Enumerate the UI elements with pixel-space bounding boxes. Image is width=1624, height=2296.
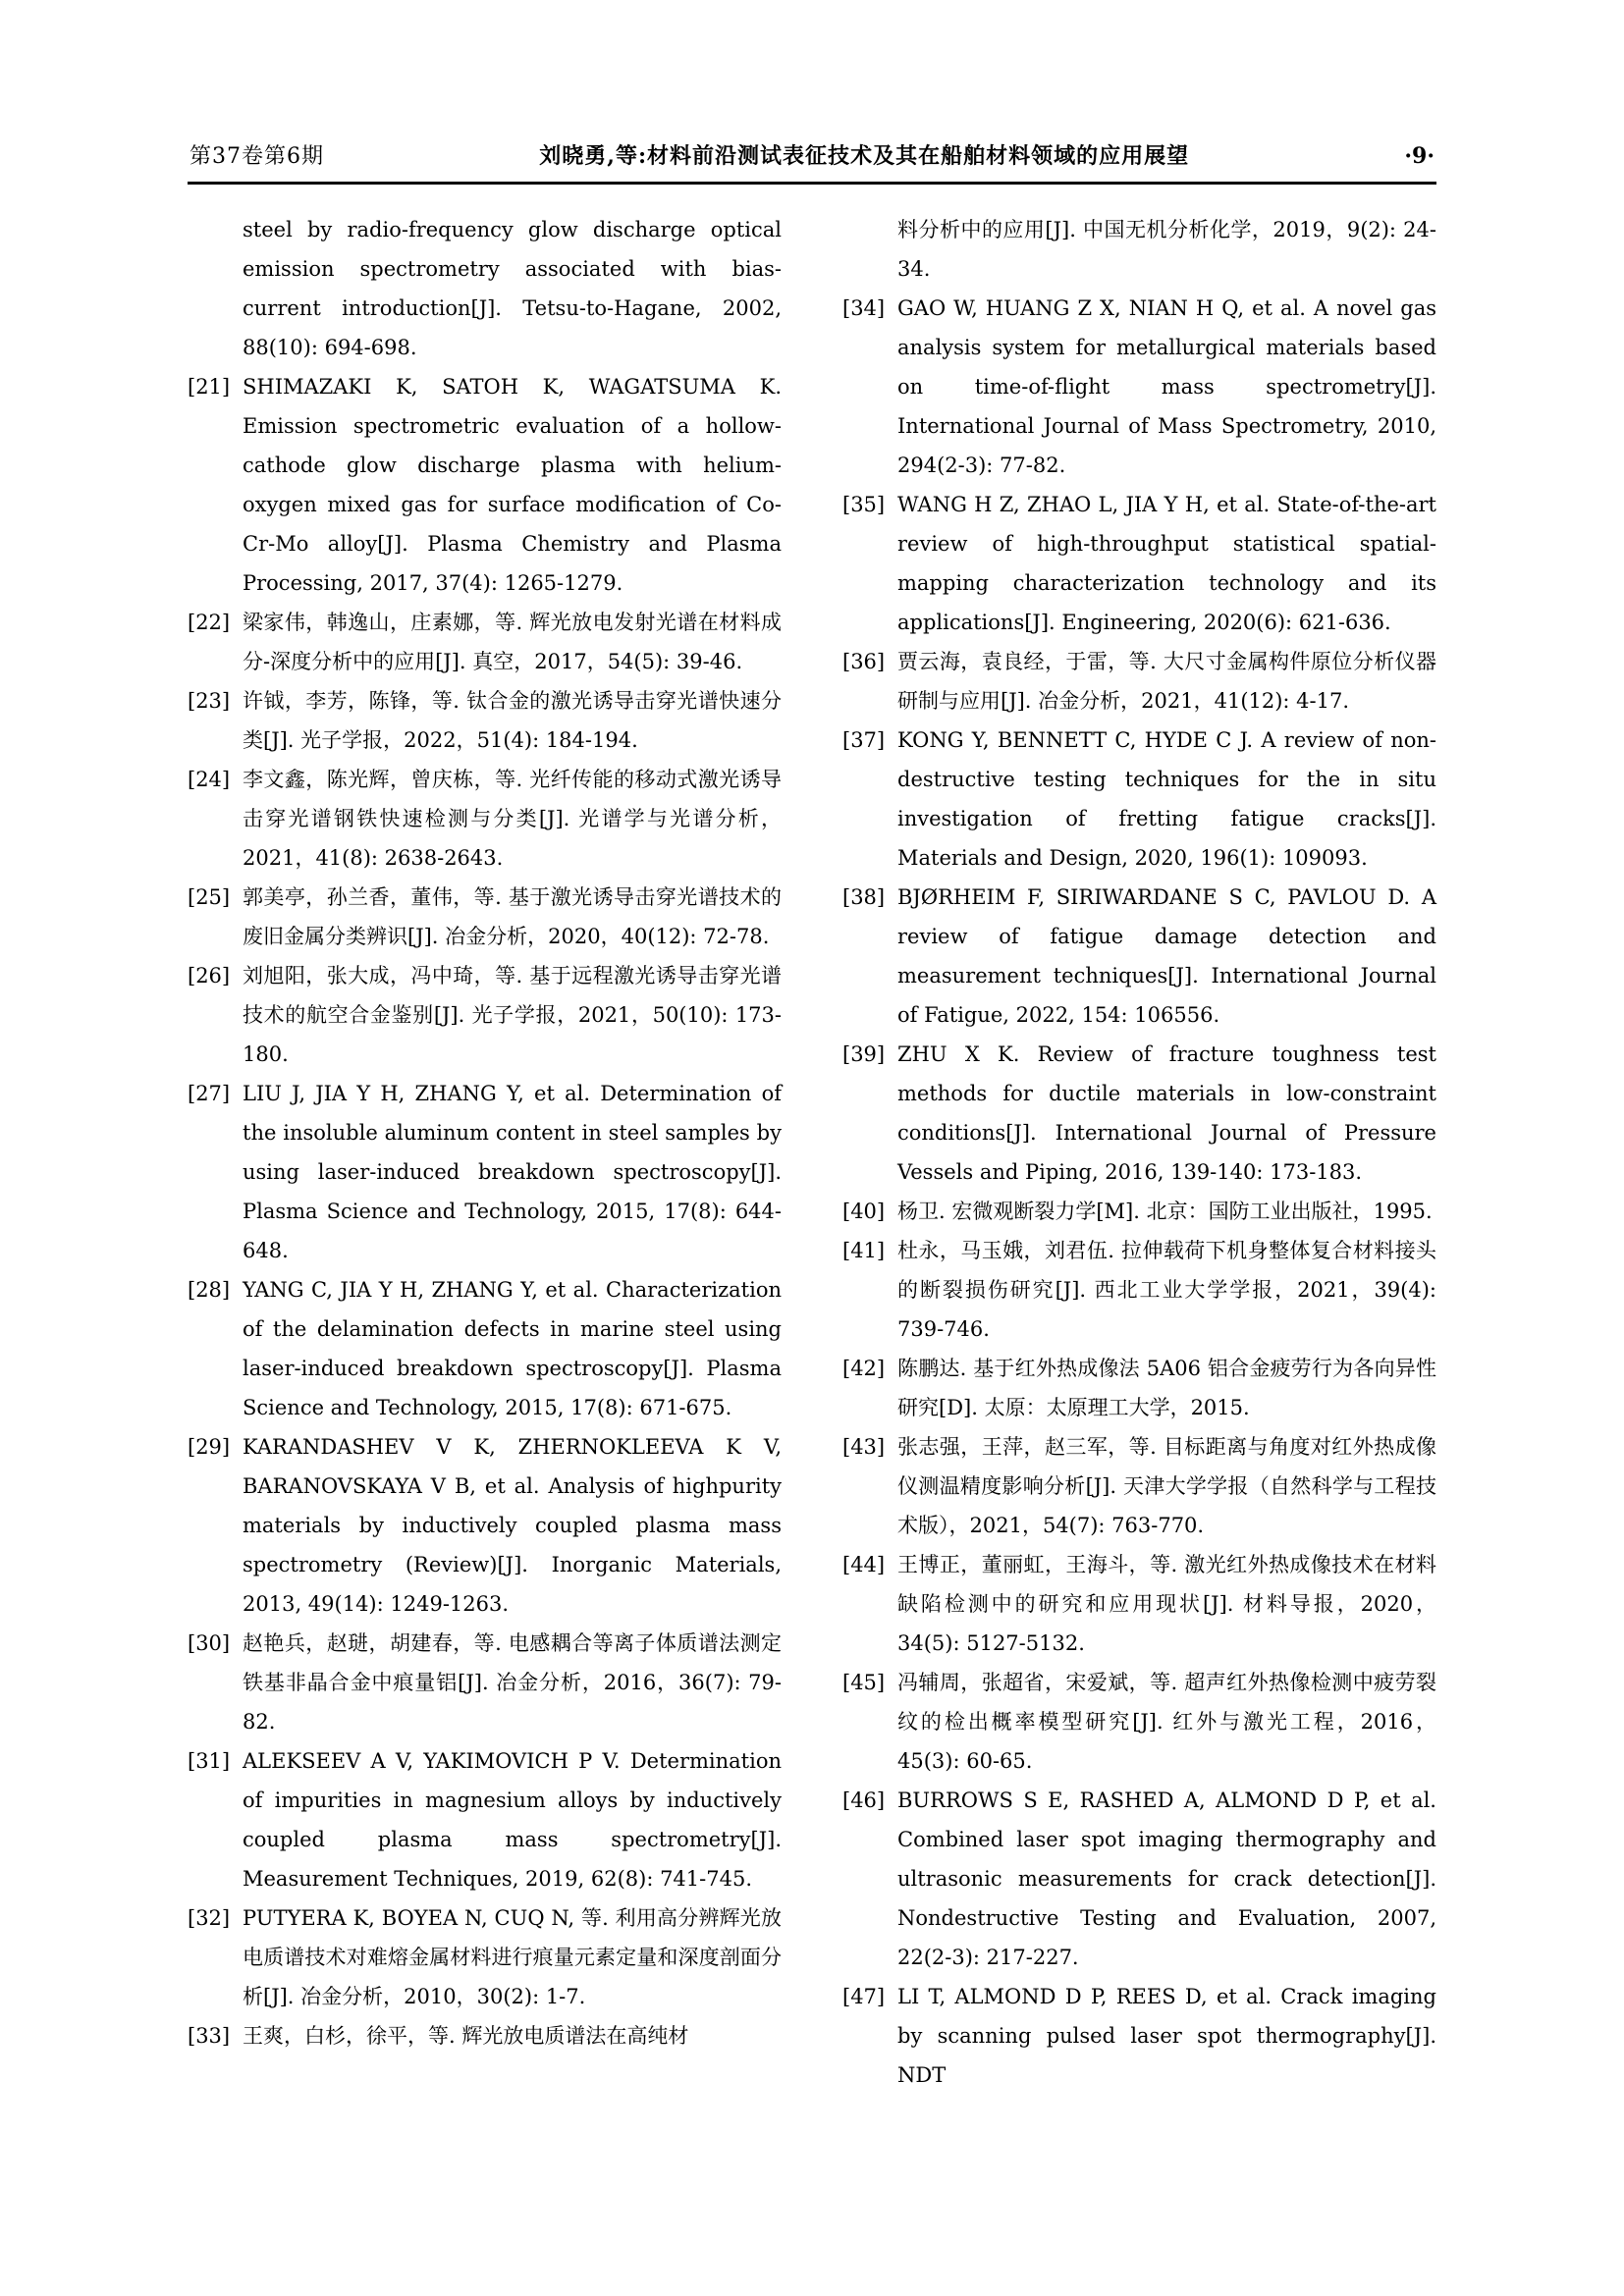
reference-text: 王爽，白杉，徐平，等. 辉光放电质谱法在高纯材 <box>243 2024 689 2048</box>
references-section <box>188 210 1436 2095</box>
reference-text: steel by radio-frequency glow discharge optical emission spectrometry associated with bias-current introduction[J]. Tetsu-to-Hagane, 2002, 88(10): 694-698. <box>243 218 782 359</box>
reference-entry <box>188 367 782 603</box>
reference-entry <box>842 1427 1436 1545</box>
reference-text: ZHU X K. Review of fracture toughness test methods for ductile materials in low-constraint conditions[J]. International Journal of Pressure Vessels and Piping, 2016, 139-140: 173-183. <box>897 1042 1436 1184</box>
reference-text: LIU J, JIA Y H, ZHANG Y, et al. Determination of the insoluble aluminum content in steel samples by using laser-induced breakdown spectroscopy[J]. Plasma Science and Technology, 2015, 17(8): 644-648. <box>243 1082 782 1262</box>
reference-number: [25] <box>188 885 231 909</box>
reference-text: 冯辅周，张超省，宋爱斌，等. 超声红外热像检测中疲劳裂纹的检出概率模型研究[J]. 红外与激光工程，2016，45(3): 60-65. <box>897 1671 1436 1773</box>
reference-entry <box>188 760 782 878</box>
reference-entry <box>842 289 1436 485</box>
reference-text: 郭美亭，孙兰香，董伟，等. 基于激光诱导击穿光谱技术的废旧金属分类辨识[J]. 冶金分析，2020，40(12): 72-78. <box>243 885 782 948</box>
reference-text: 料分析中的应用[J]. 中国无机分析化学，2019，9(2): 24-34. <box>897 218 1436 281</box>
references-left-column <box>188 210 782 2095</box>
reference-entry <box>188 1741 782 1898</box>
reference-text: 赵艳兵，赵琎，胡建春，等. 电感耦合等离子体质谱法测定铁基非晶合金中痕量铝[J]. 冶金分析，2016，36(7): 79-82. <box>243 1631 782 1734</box>
reference-number: [34] <box>842 296 886 320</box>
reference-number: [46] <box>842 1789 886 1812</box>
reference-number: [43] <box>842 1435 886 1459</box>
reference-number: [30] <box>188 1631 231 1655</box>
reference-text: 杜永，马玉娥，刘君伍. 拉伸载荷下机身整体复合材料接头的断裂损伤研究[J]. 西北工业大学学报，2021，39(4): 739-746. <box>897 1239 1436 1341</box>
reference-number: [26] <box>188 964 231 988</box>
reference-text: 贾云海，袁良经，于雷，等. 大尺寸金属构件原位分析仪器研制与应用[J]. 冶金分析，2021，41(12): 4-17. <box>897 650 1436 713</box>
reference-number: [24] <box>188 768 231 791</box>
reference-number: [42] <box>842 1357 886 1380</box>
reference-text: KARANDASHEV V K, ZHERNOKLEEVA K V, BARANOVSKAYA V B, et al. Analysis of highpurity materials by inductively coupled plasma mass spectrometry (Review)[J]. Inorganic Materials, 2013, 49(14): 1249-1263. <box>243 1435 782 1616</box>
references-right-column <box>842 210 1436 2095</box>
reference-text: KONG Y, BENNETT C, HYDE C J. A review of non-destructive testing techniques for the in situ investigation of fretting fatigue cracks[J]. Materials and Design, 2020, 196(1): 109093. <box>897 728 1436 870</box>
reference-number: [41] <box>842 1239 886 1262</box>
reference-entry <box>842 721 1436 878</box>
reference-text: 王博正，董丽虹，王海斗，等. 激光红外热成像技术在材料缺陷检测中的研究和应用现状[J]. 材料导报，2020，34(5): 5127-5132. <box>897 1553 1436 1655</box>
reference-text: PUTYERA K, BOYEA N, CUQ N, 等. 利用高分辨辉光放电质谱技术对难熔金属材料进行痕量元素定量和深度剖面分析[J]. 冶金分析，2010，30(2): 1-7. <box>243 1906 782 2008</box>
reference-entry <box>842 1035 1436 1192</box>
reference-entry <box>842 1231 1436 1349</box>
reference-number: [47] <box>842 1985 886 2008</box>
reference-number: [39] <box>842 1042 886 1066</box>
reference-number: [32] <box>188 1906 231 1930</box>
reference-entry <box>842 1977 1436 2095</box>
reference-entry <box>842 1349 1436 1427</box>
reference-entry <box>842 642 1436 721</box>
reference-number: [35] <box>842 493 886 516</box>
reference-text: ALEKSEEV A V, YAKIMOVICH P V. Determination of impurities in magnesium alloys by inductively coupled plasma mass spectrometry[J]. Measurement Techniques, 2019, 62(8): 741-745. <box>243 1749 782 1891</box>
reference-text: LI T, ALMOND D P, REES D, et al. Crack imaging by scanning pulsed laser spot thermography[J]. NDT <box>897 1985 1436 2087</box>
reference-entry <box>188 681 782 760</box>
reference-entry <box>842 1192 1436 1231</box>
reference-number: [33] <box>188 2024 231 2048</box>
reference-entry <box>188 2016 782 2056</box>
reference-number: [38] <box>842 885 886 909</box>
reference-number: [31] <box>188 1749 231 1773</box>
reference-text: GAO W, HUANG Z X, NIAN H Q, et al. A novel gas analysis system for metallurgical materials based on time-of-flight mass spectrometry[J]. International Journal of Mass Spectrometry, 2010, 294(2-3): 77-82. <box>897 296 1436 477</box>
reference-number: [27] <box>188 1082 231 1105</box>
reference-entry <box>842 1663 1436 1781</box>
reference-entry <box>188 1427 782 1624</box>
reference-entry <box>842 1781 1436 1977</box>
reference-number: [40] <box>842 1200 886 1223</box>
reference-entry <box>188 210 782 367</box>
reference-entry <box>188 956 782 1074</box>
reference-number: [36] <box>842 650 886 673</box>
reference-text: 梁家伟，韩逸山，庄素娜，等. 辉光放电发射光谱在材料成分-深度分析中的应用[J]. 真空，2017，54(5): 39-46. <box>243 611 782 673</box>
reference-number: [23] <box>188 689 231 713</box>
reference-number: [29] <box>188 1435 231 1459</box>
reference-text: BJØRHEIM F, SIRIWARDANE S C, PAVLOU D. A review of fatigue damage detection and measurement techniques[J]. International Journal of Fatigue, 2022, 154: 106556. <box>897 885 1436 1027</box>
reference-entry <box>188 1898 782 2016</box>
reference-entry <box>188 1270 782 1427</box>
reference-text: 陈鹏达. 基于红外热成像法 5A06 铝合金疲劳行为各向异性研究[D]. 太原：太原理工大学，2015. <box>897 1357 1436 1419</box>
reference-text: 张志强，王萍，赵三军，等. 目标距离与角度对红外热成像仪测温精度影响分析[J]. 天津大学学报（自然科学与工程技术版），2021，54(7): 763-770. <box>897 1435 1436 1537</box>
reference-entry <box>842 1545 1436 1663</box>
reference-entry <box>842 485 1436 642</box>
reference-text: YANG C, JIA Y H, ZHANG Y, et al. Characterization of the delamination defects in marine steel using laser-induced breakdown spectroscopy[J]. Plasma Science and Technology, 2015, 17(8): 671-675. <box>243 1278 782 1419</box>
reference-entry <box>188 1624 782 1741</box>
reference-text: 李文鑫，陈光辉，曾庆栋，等. 光纤传能的移动式激光诱导击穿光谱钢铁快速检测与分类[J]. 光谱学与光谱分析，2021，41(8): 2638-2643. <box>243 768 782 870</box>
running-title: 刘晓勇,等:材料前沿测试表征技术及其在船舶材料领域的应用展望 <box>539 143 1190 169</box>
reference-number: [22] <box>188 611 231 634</box>
reference-text: BURROWS S E, RASHED A, ALMOND D P, et al. Combined laser spot imaging thermography and ultrasonic measurements for crack detection[J]. Nondestructive Testing and Evaluation, 2007, 22(2-3): 217-227. <box>897 1789 1436 1969</box>
reference-number: [28] <box>188 1278 231 1302</box>
reference-number: [44] <box>842 1553 886 1576</box>
page-number: ·9· <box>1404 143 1435 169</box>
reference-text: 许钺，李芳，陈锋，等. 钛合金的激光诱导击穿光谱快速分类[J]. 光子学报，2022，51(4): 184-194. <box>243 689 782 752</box>
reference-number: [37] <box>842 728 886 752</box>
reference-entry <box>842 878 1436 1035</box>
volume-issue: 第37卷第6期 <box>189 144 324 169</box>
page-header <box>188 139 1436 182</box>
reference-text: SHIMAZAKI K, SATOH K, WAGATSUMA K. Emission spectrometric evaluation of a hollow-cathode glow discharge plasma with helium-oxygen mixed gas for surface modification of Co-Cr-Mo alloy[J]. Plasma Chemistry and Plasma Processing, 2017, 37(4): 1265-1279. <box>243 375 782 595</box>
reference-text: WANG H Z, ZHAO L, JIA Y H, et al. State-of-the-art review of high-throughput statistical spatial-mapping characterization technology and its applications[J]. Engineering, 2020(6): 621-636. <box>897 493 1436 634</box>
reference-number: [21] <box>188 375 231 399</box>
reference-number: [45] <box>842 1671 886 1694</box>
reference-entry <box>842 210 1436 289</box>
reference-entry <box>188 1074 782 1270</box>
reference-text: 杨卫. 宏微观断裂力学[M]. 北京：国防工业出版社，1995. <box>897 1200 1433 1223</box>
header-rule <box>188 182 1436 185</box>
reference-entry <box>188 603 782 681</box>
reference-entry <box>188 878 782 956</box>
reference-text: 刘旭阳，张大成，冯中琦，等. 基于远程激光诱导击穿光谱技术的航空合金鉴别[J]. 光子学报，2021，50(10): 173-180. <box>243 964 782 1066</box>
